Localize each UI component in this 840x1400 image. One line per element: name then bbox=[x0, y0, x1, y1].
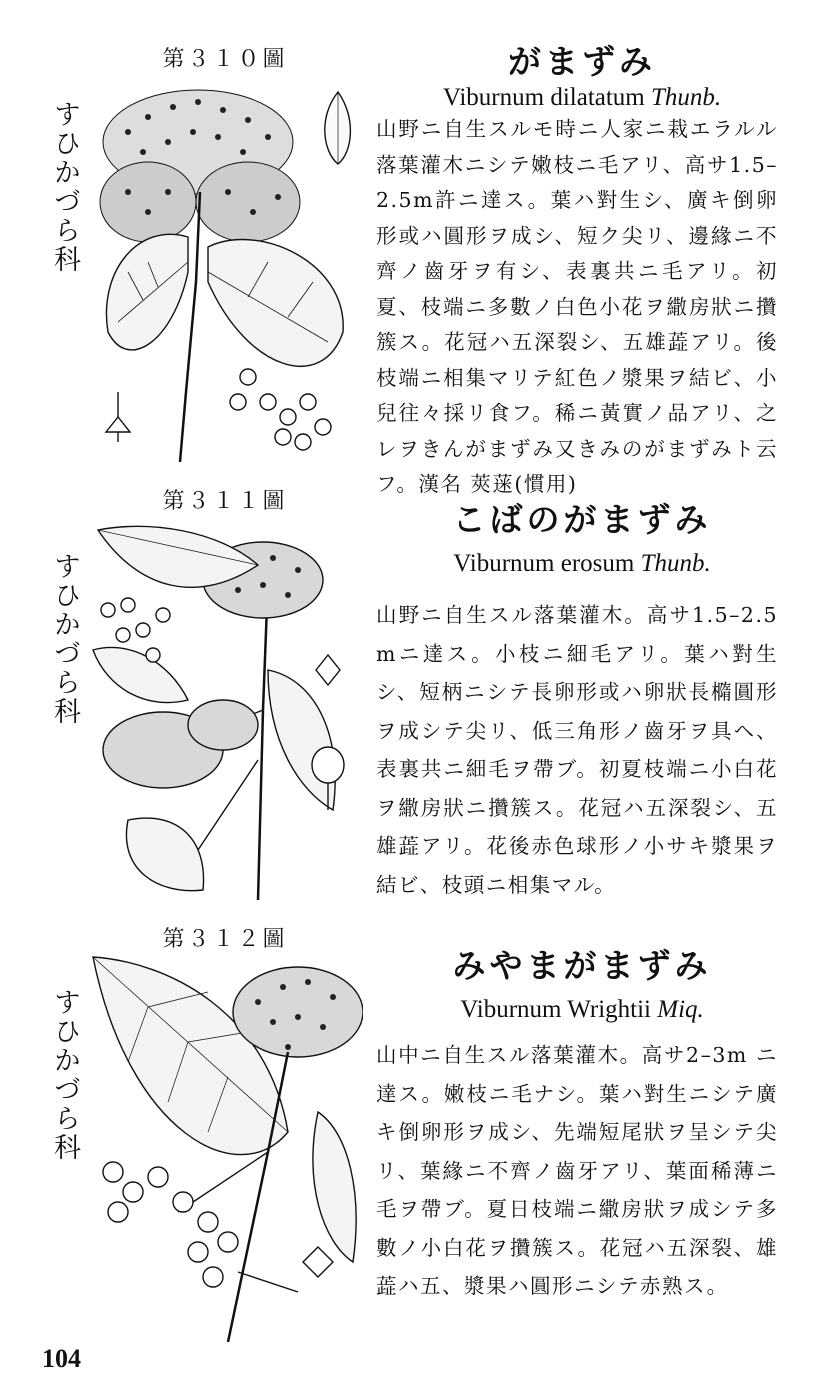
japanese-name: こばのがまずみ bbox=[452, 500, 712, 539]
figure-label: 第３１１圖 bbox=[162, 489, 288, 514]
figure-label: 第３１２圖 bbox=[162, 927, 288, 952]
family-label: すひかづら科 bbox=[49, 988, 80, 1162]
plant-illustration-3 bbox=[88, 952, 363, 1342]
figure-label: 第３１０圖 bbox=[162, 47, 288, 72]
plant-illustration-1 bbox=[88, 72, 363, 462]
family-label: すひかづら科 bbox=[49, 552, 80, 726]
description: 山中ニ自生スル落葉灌木。高サ2–3m ニ達ス。嫩枝ニ毛ナシ。葉ハ對生ニシテ廣キ倒卵形ヲ成シ、先端短尾狀ヲ呈シテ尖リ、葉緣ニ不齊ノ齒牙アリ、葉面稀薄ニ毛ヲ帶ブ。夏日枝端ニ繖房狀ヲ成シテ多數ノ小白花ヲ攢簇ス。花冠ハ五深裂、雄蕋ハ五、漿果ハ圓形ニシテ赤熟ス。 bbox=[376, 1043, 778, 1298]
author: Thunb. bbox=[651, 84, 722, 111]
family-label: すひかづら科 bbox=[49, 100, 80, 274]
scientific-name bbox=[372, 84, 792, 112]
entry-312 bbox=[0, 918, 840, 1358]
genus-species: Viburnum dilatatum bbox=[442, 84, 652, 111]
japanese-name: がまずみ bbox=[508, 42, 656, 81]
japanese-name: みやまがまずみ bbox=[452, 946, 712, 985]
entry-310 bbox=[0, 0, 840, 496]
scientific-name bbox=[372, 550, 792, 578]
plant-illustration-2 bbox=[88, 510, 363, 900]
description: 山野ニ自生スルモ時ニ人家ニ栽エラルル落葉灌木ニシテ嫩枝ニ毛アリ、高サ1.5–2.5m許ニ達ス。葉ハ對生シ、廣キ倒卵形或ハ圓形ヲ成シ、短ク尖リ、邊緣ニ不齊ノ齒牙ヲ有シ、表裏共ニ毛アリ。初夏、枝端ニ多數ノ白色小花ヲ繖房狀ニ攢簇ス。花冠ハ五深裂シ、五雄蕋アリ。後枝端ニ相集マリテ紅色ノ漿果ヲ結ビ、小兒往々採リ食フ。稀ニ黃實ノ品アリ、之レヲきんがまずみ又きみのがまずみト云フ。漢名 莢蒾(慣用) bbox=[376, 117, 778, 496]
author: Thunb. bbox=[640, 550, 711, 577]
page-number: 104 bbox=[42, 1344, 81, 1373]
entry-311 bbox=[0, 480, 840, 920]
author: Miq. bbox=[657, 996, 704, 1023]
scientific-name bbox=[372, 996, 792, 1024]
genus-species: Viburnum Wrightii bbox=[460, 996, 658, 1023]
description: 山野ニ自生スル落葉灌木。高サ1.5–2.5mニ達ス。小枝ニ細毛アリ。葉ハ對生シ、短柄ニシテ長卵形或ハ卵狀長橢圓形ヲ成シテ尖リ、低三角形ノ齒牙ヲ具ヘ、表裏共ニ細毛ヲ帶ブ。初夏枝端ニ小白花ヲ繖房狀ニ攢簇ス。花冠ハ五深裂シ、五雄蕋アリ。花後赤色球形ノ小サキ漿果ヲ結ビ、枝頭ニ相集マル。 bbox=[376, 603, 778, 897]
genus-species: Viburnum erosum bbox=[453, 550, 641, 577]
